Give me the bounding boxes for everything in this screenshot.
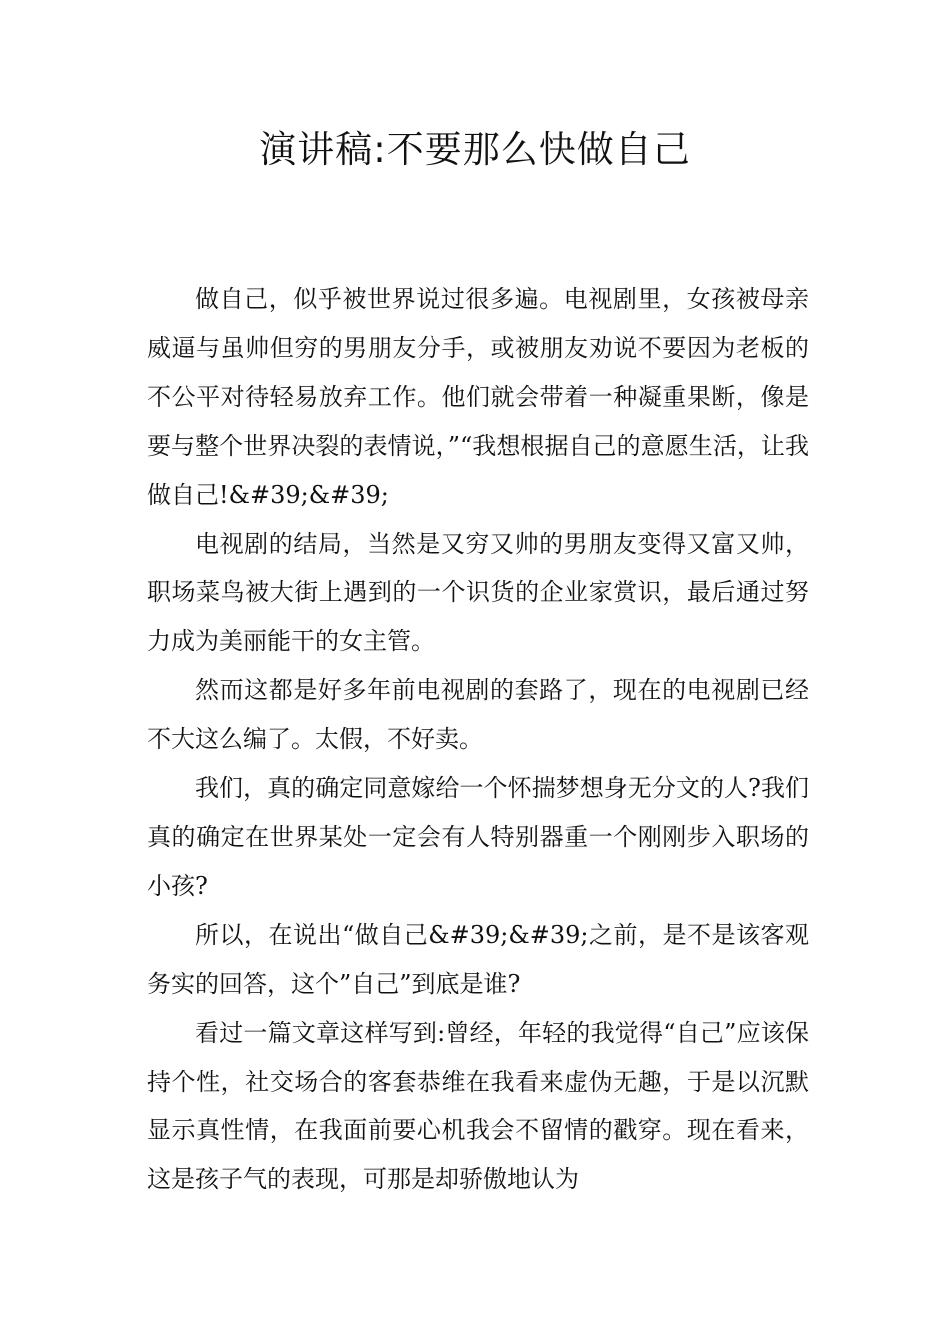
paragraph: 所以，在说出“做自己&#39;&#39;之前，是不是该客观务实的回答，这个”自己”到底是谁? [147, 920, 809, 998]
paragraph: 我们，真的确定同意嫁给一个怀揣梦想身无分文的人?我们真的确定在世界某处一定会有人特别器重一个刚刚步入职场的小孩? [147, 774, 809, 900]
paragraph: 电视剧的结局，当然是又穷又帅的男朋友变得又富又帅，职场菜鸟被大街上遇到的一个识货的企业家赏识，最后通过努力成为美丽能干的女主管。 [147, 529, 809, 656]
paragraph: 做自己，似乎被世界说过很多遍。电视剧里，女孩被母亲威逼与虽帅但穷的男朋友分手，或被朋友劝说不要因为老板的不公平对待轻易放弃工作。他们就会带着一种凝重果断，像是要与整个世界决裂的表情说，”“我想根据自己的意愿生活，让我做自己!&#39;&#39; [147, 285, 809, 509]
document-body [147, 275, 809, 1204]
document-title: 演讲稿:不要那么快做自己 [259, 128, 691, 171]
paragraph: 看过一篇文章这样写到:曾经，年轻的我觉得“自己”应该保持个性，社交场合的客套恭维在我看来虚伪无趣，于是以沉默显示真性情，在我面前要心机我会不留情的戳穿。现在看来，这是孩子气的表现，可那是却骄傲地认为 [147, 1018, 809, 1194]
paragraph: 然而这都是好多年前电视剧的套路了，现在的电视剧已经不大这么编了。太假，不好卖。 [147, 676, 809, 754]
